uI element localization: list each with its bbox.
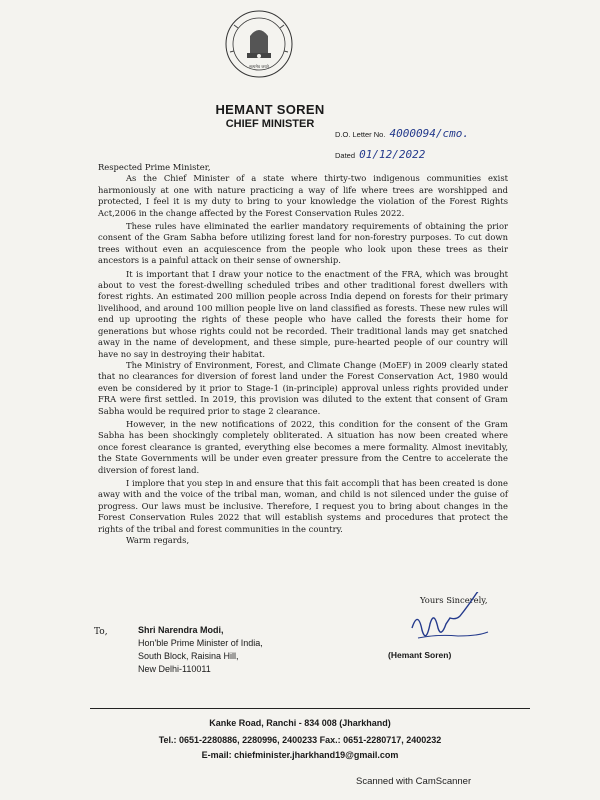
addressee-name: Shri Narendra Modi, — [138, 625, 224, 635]
date-label: Dated — [335, 151, 356, 160]
signer-name: (Hemant Soren) — [388, 650, 452, 660]
to-label: To, — [94, 627, 108, 637]
letter-body — [98, 162, 508, 546]
closing: Warm regards, — [126, 535, 190, 545]
signature-icon — [402, 592, 512, 652]
sender-name: HEMANT SOREN — [215, 102, 325, 117]
yours-sincerely: Yours Sincerely, — [420, 595, 488, 605]
footer-divider — [90, 708, 530, 709]
paragraph: I implore that you step in and ensure that this fait accompli that has been created is done away with and the voice of the tribal man, woman, and child is not silenced under the guise of progress. Our laws must be inclusive. Therefore, I request you to bring about changes in the Forest Conservation Rules 2022 that will establish systems and procedures that protect the rights of the tribal and forest communities in the country. — [98, 477, 508, 534]
addressee-block — [138, 624, 263, 676]
state-emblem-icon — [224, 6, 294, 96]
footer-address: Kanke Road, Ranchi - 834 008 (Jharkhand) — [209, 718, 391, 728]
addressee-line: New Delhi-110011 — [138, 664, 211, 674]
paragraph: As the Chief Minister of a state where thirty-two indigenous communities exist harmoniously at one with nature practicing a way of life where trees are worshipped and protected, I feel it is my duty to bring to your knowledge the violation of the Forest Rights Act,2006 in the change affected by the Forest Conservation Rules 2022. — [98, 173, 508, 218]
paragraph: It is important that I draw your notice to the enactment of the FRA, which was brought about to vest the forest-dwelling scheduled tribes and other traditional forest dwellers with forest rights. An estimated 200 million people across India depend on forests for their primary livelihood, and around 100 million people live on land classified as forests. These new rules will end up uprooting the rights of these people who have called the forests their home for generations but whose rights could not be recorded. Their traditional lands may get snatched away in the name of development, and these simple, pure-hearted people of our country will have no say in destroying their habitat. — [98, 268, 508, 359]
salutation: Respected Prime Minister, — [98, 162, 211, 172]
paragraph: These rules have eliminated the earlier mandatory requirements of obtaining the prior consent of the Gram Sabha before utilizing forest land for non-forestry purposes. To cut down trees without even an acquiescence from the people who look upon these trees as their ancestors is a painful attack on their sense of ownership. — [98, 221, 508, 266]
sender-designation: CHIEF MINISTER — [225, 118, 315, 130]
addressee-line: Hon'ble Prime Minister of India, — [138, 638, 263, 648]
footer-phones: Tel.: 0651-2280886, 2280996, 2400233 Fax.: 0651-2280717, 2400232 — [158, 735, 442, 745]
scanner-watermark: Scanned with CamScanner — [356, 776, 472, 787]
letter-date — [335, 148, 425, 161]
addressee-line: South Block, Raisina Hill, — [138, 651, 239, 661]
letter-number — [335, 127, 469, 140]
paragraph: However, in the new notifications of 2022, this condition for the consent of the Gram Sabha has been shockingly completely obliterated. A situation has now been created where once forest clearance is granted, everything else becomes a mere formality. Almost inevitably, the State Governments will be under even greater pressure from the Centre to accelerate the diversion of forest land. — [98, 418, 508, 475]
footer-email: E-mail: chiefminister.jharkhand19@gmail.com — [201, 750, 399, 760]
paragraph: The Ministry of Environment, Forest, and Climate Change (MoEF) in 2009 clearly stated that no clearances for diversion of forest land under the Forest Conservation Act, 1980 would even be considered by it prior to Stage-1 (in-principle) approval unless rights provided under FRA were first settled. In 2019, this provision was diluted to the extent that consent of Gram Sabha would be required prior to stage 2 clearance. — [98, 359, 508, 416]
date-value: 01/12/2022 — [359, 148, 426, 161]
letter-number-label: D.O. Letter No. — [335, 130, 386, 139]
emblem-motto: सत्यमेव जयते — [249, 64, 269, 69]
letter-number-value: 4000094/cmo. — [389, 127, 470, 140]
